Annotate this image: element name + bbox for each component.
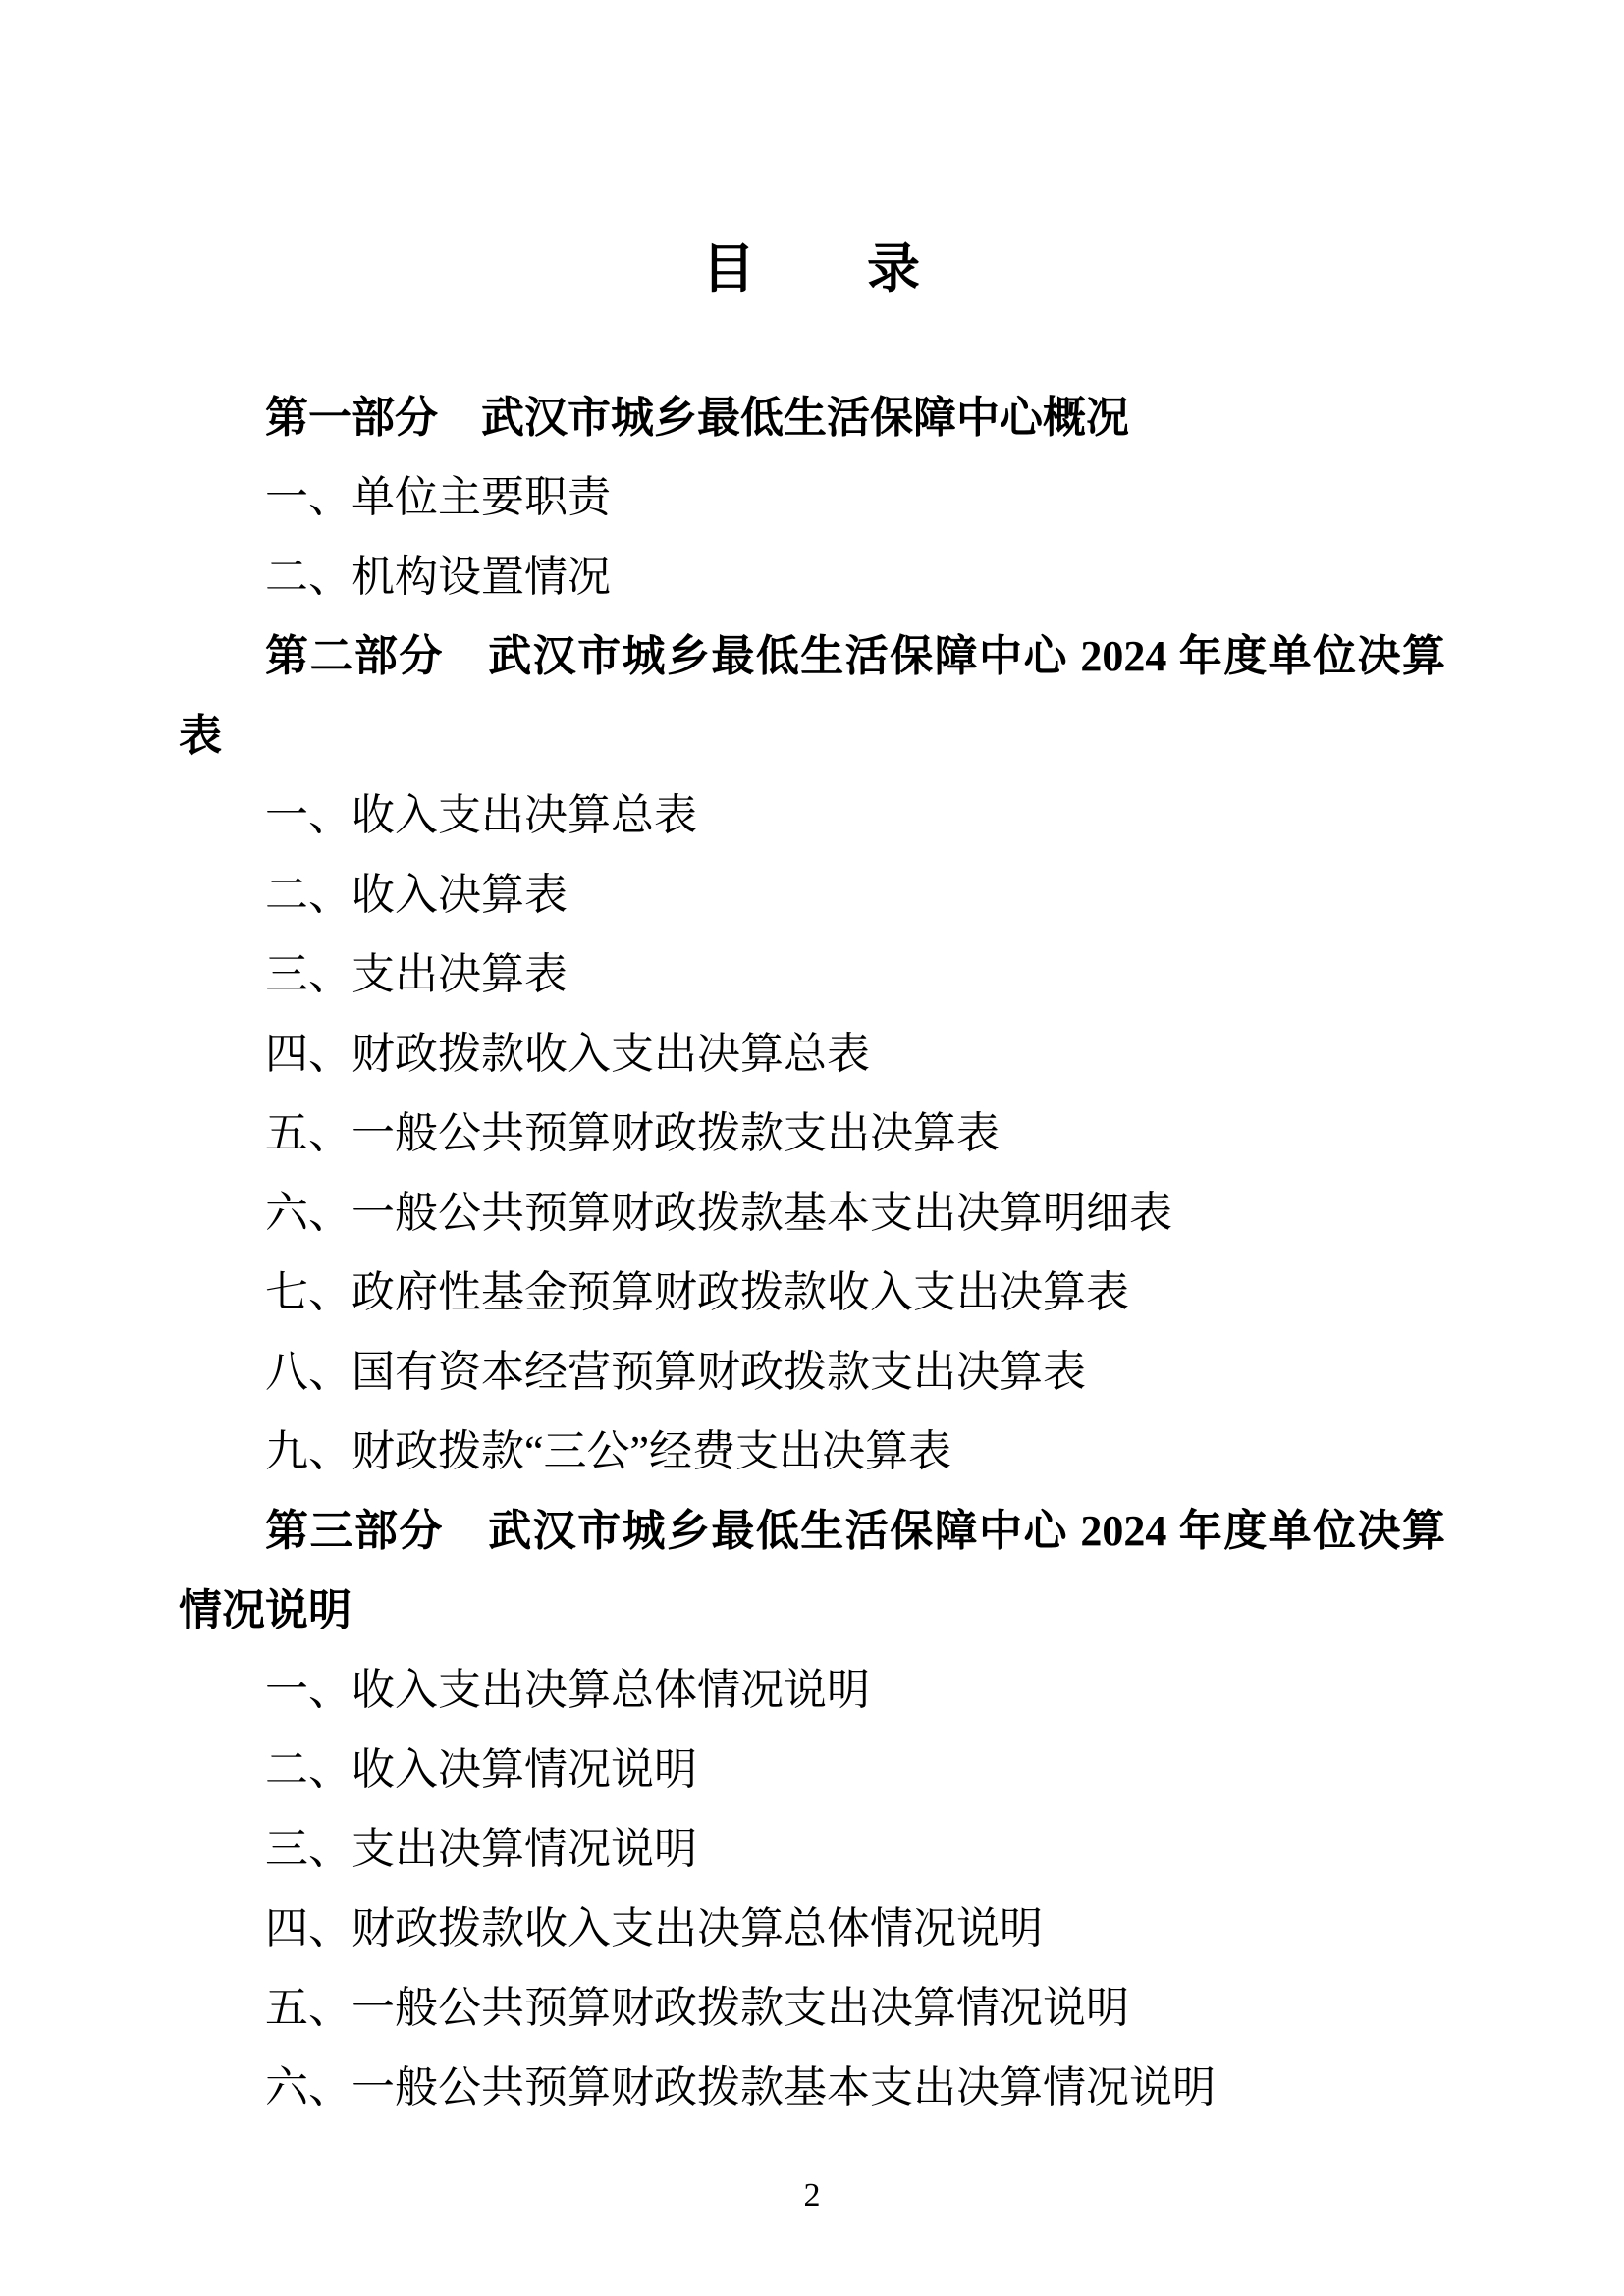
toc-section-heading: 第二部分 武汉市城乡最低生活保障中心 2024 年度单位决算	[265, 632, 1445, 680]
toc-item: 二、收入决算表	[265, 871, 568, 919]
toc-section-heading: 第一部分 武汉市城乡最低生活保障中心概况	[265, 394, 1129, 442]
toc-item: 四、财政拨款收入支出决算总表	[265, 1030, 870, 1078]
toc-item: 六、一般公共预算财政拨款基本支出决算明细表	[265, 1189, 1172, 1237]
toc-item: 一、单位主要职责	[265, 473, 611, 521]
toc-item: 五、一般公共预算财政拨款支出决算情况说明	[265, 1984, 1129, 2032]
toc-item: 六、一般公共预算财政拨款基本支出决算情况说明	[265, 2063, 1216, 2111]
toc-item: 三、支出决算表	[265, 950, 568, 998]
toc-section-heading: 表	[179, 712, 222, 760]
toc-item: 四、财政拨款收入支出决算总体情况说明	[265, 1904, 1043, 1952]
toc-item: 九、财政拨款“三公”经费支出决算表	[265, 1427, 952, 1475]
toc-item: 七、政府性基金预算财政拨款收入支出决算表	[265, 1268, 1129, 1316]
toc-item: 一、收入支出决算总体情况说明	[265, 1666, 870, 1714]
toc-section-heading: 第三部分 武汉市城乡最低生活保障中心 2024 年度单位决算	[265, 1507, 1445, 1555]
toc-item: 八、国有资本经营预算财政拨款支出决算表	[265, 1348, 1086, 1396]
toc-item: 二、机构设置情况	[265, 553, 611, 601]
toc-item: 五、一般公共预算财政拨款支出决算表	[265, 1109, 1000, 1157]
toc-item: 二、收入决算情况说明	[265, 1745, 697, 1793]
toc-section-heading: 情况说明	[179, 1586, 352, 1634]
toc-item: 一、收入支出决算总表	[265, 791, 697, 839]
page-number: 2	[803, 2177, 821, 2214]
toc-item: 三、支出决算情况说明	[265, 1825, 697, 1873]
table-of-contents	[179, 378, 1445, 2127]
page-title: 目 录	[702, 240, 922, 298]
